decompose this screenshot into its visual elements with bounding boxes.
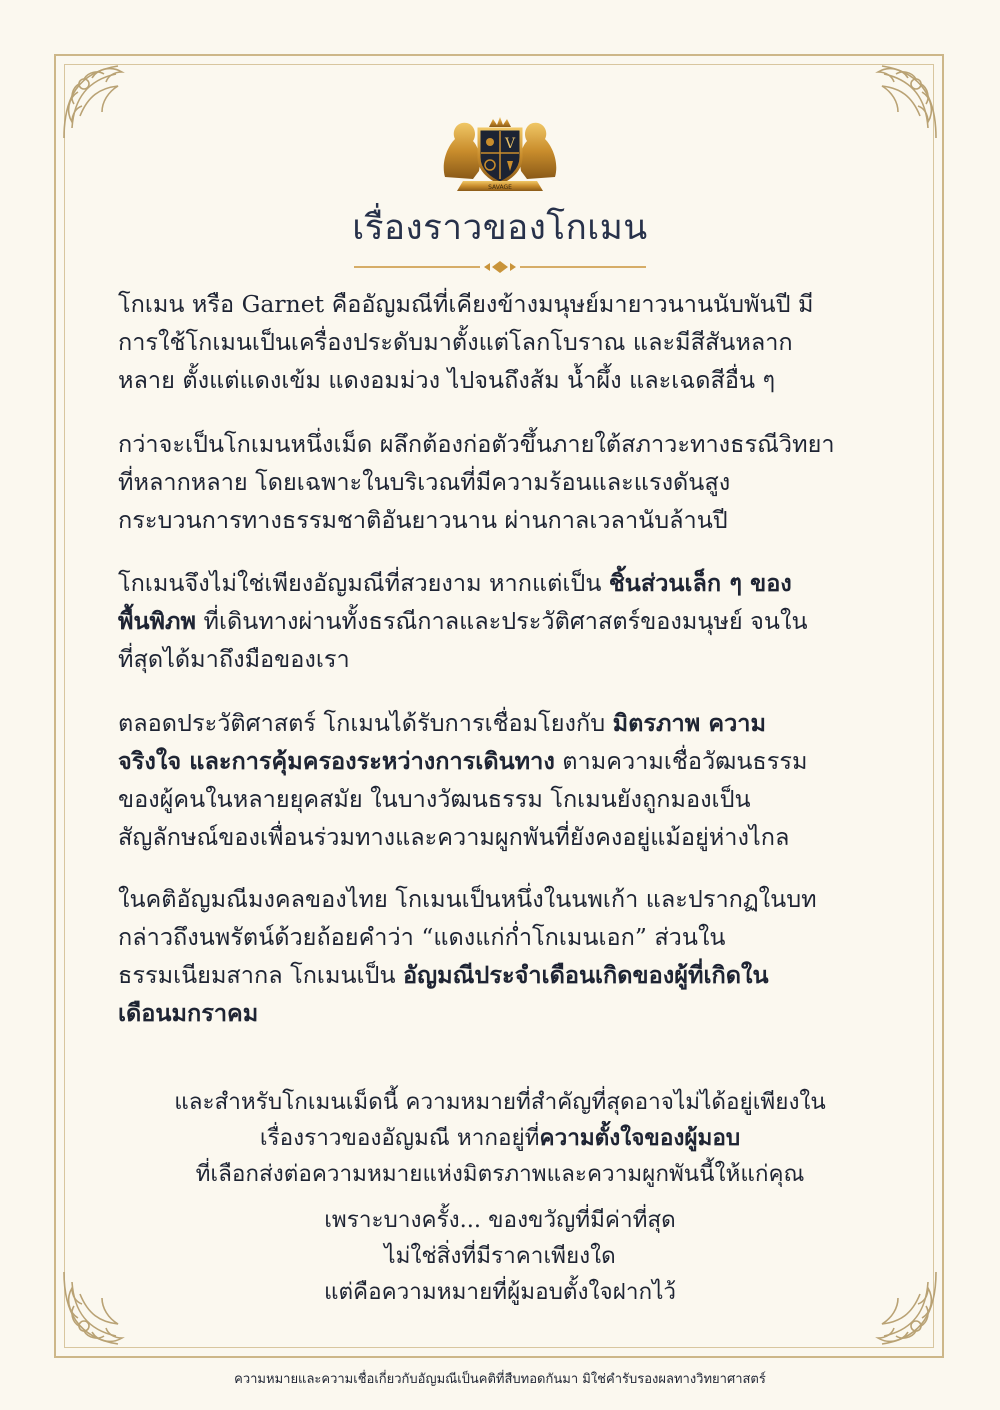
bold-text: อัญมณีประจำเดือนเกิดของผู้ที่เกิดใน: [403, 961, 769, 989]
bold-text: มิตรภาพ ความ: [612, 709, 766, 737]
title-divider-icon: [350, 260, 650, 274]
closing-quote: [100, 1202, 900, 1310]
text-span: ที่เดินทางผ่านทั้งธรณีกาลและประวัติศาสตร์ของมนุษย์ จนใน: [196, 607, 808, 635]
closing-message: [100, 1084, 900, 1192]
paragraph-5: [118, 880, 898, 1032]
paragraph-line: ที่สุดได้มาถึงมือของเรา: [118, 645, 350, 673]
paragraph-line: [118, 742, 898, 780]
quote-line: เพราะบางครั้ง... ของขวัญที่มีค่าที่สุด: [324, 1207, 676, 1233]
text-span: โกเมนจึงไม่ใช่เพียงอัญมณีที่สวยงาม หากแต่เป็น: [118, 569, 609, 597]
text-span: ธรรมเนียมสากล โกเมนเป็น: [118, 961, 403, 989]
paragraph-line: กล่าวถึงนพรัตน์ด้วยถ้อยคำว่า “แดงแก่ก่ำโกเมนเอก” ส่วนใน: [118, 923, 726, 951]
paragraph-line: ในคติอัญมณีมงคลของไทย โกเมนเป็นหนึ่งในนพเก้า และปรากฏในบท: [118, 885, 817, 913]
paragraph-line: ที่หลากหลาย โดยเฉพาะในบริเวณที่มีความร้อนและแรงดันสูง: [118, 468, 731, 496]
paragraph-line: [118, 704, 898, 742]
page-title: เรื่องราวของโกเมน: [352, 208, 648, 248]
text-span: ตลอดประวัติศาสตร์ โกเมนได้รับการเชื่อมโยงกับ: [118, 709, 613, 737]
closing-line: และสำหรับโกเมนเม็ดนี้ ความหมายที่สำคัญที่สุดอาจไม่ได้อยู่เพียงใน: [174, 1089, 826, 1115]
paragraph-line: กว่าจะเป็นโกเมนหนึ่งเม็ด ผลึกต้องก่อตัวขึ้นภายใต้สภาวะทางธรณีวิทยา: [118, 430, 835, 458]
paragraph-line: โกเมน หรือ Garnet คืออัญมณีที่เคียงข้างมนุษย์มายาวนานนับพันปี มี: [118, 290, 814, 318]
lion-crest-logo-icon: [437, 113, 563, 193]
paragraph-line: ของผู้คนในหลายยุคสมัย ในบางวัฒนธรรม โกเมนยังถูกมองเป็น: [118, 785, 751, 813]
paragraph-line: [118, 602, 898, 640]
closing-line: [100, 1120, 900, 1156]
paragraph-line: [118, 994, 898, 1032]
bold-text: พื้นพิภพ: [118, 607, 197, 635]
closing-line: ที่เลือกส่งต่อความหมายแห่งมิตรภาพและความผูกพันนี้ให้แก่คุณ: [195, 1161, 805, 1187]
paragraph-line: การใช้โกเมนเป็นเครื่องประดับมาตั้งแต่โลกโบราณ และมีสีสันหลาก: [118, 328, 793, 356]
shield-letter: V: [504, 136, 516, 152]
corner-ornament-icon: [58, 58, 144, 144]
text-span: ตามความเชื่อวัฒนธรรม: [554, 747, 808, 775]
paragraph-line: หลาย ตั้งแต่แดงเข้ม แดงอมม่วง ไปจนถึงส้ม น้ำผึ้ง และเฉดสีอื่น ๆ: [118, 366, 776, 394]
paragraph-1: [118, 285, 898, 399]
corner-ornament-icon: [856, 58, 942, 144]
paragraph-3: [118, 564, 898, 678]
bold-text: จริงใจ และการคุ้มครองระหว่างการเดินทาง: [118, 747, 555, 775]
bold-text: ชิ้นส่วนเล็ก ๆ ของ: [608, 569, 792, 597]
logo-ribbon-text: SAVAGE: [488, 184, 512, 191]
paragraph-2: [118, 425, 898, 539]
paragraph-4: [118, 704, 898, 856]
text-span: เรื่องราวของอัญมณี หากอยู่ที่: [259, 1125, 540, 1151]
footnote-disclaimer: ความหมายและความเชื่อเกี่ยวกับอัญมณีเป็นคติที่สืบทอดกันมา มิใช่คำรับรองผลทางวิทยาศาสตร์: [234, 1372, 766, 1387]
paragraph-line: [118, 564, 898, 602]
bold-text: เดือนมกราคม: [118, 999, 259, 1027]
paragraph-line: สัญลักษณ์ของเพื่อนร่วมทางและความผูกพันที่ยังคงอยู่แม้อยู่ห่างไกล: [118, 823, 790, 851]
paragraph-line: [118, 956, 898, 994]
paragraph-line: กระบวนการทางธรรมชาติอันยาวนาน ผ่านกาลเวลานับล้านปี: [118, 506, 728, 534]
quote-line: ไม่ใช่สิ่งที่มีราคาเพียงใด: [384, 1243, 616, 1269]
quote-line: แต่คือความหมายที่ผู้มอบตั้งใจฝากไว้: [323, 1279, 677, 1305]
bold-text: ความตั้งใจของผู้มอบ: [539, 1125, 741, 1151]
